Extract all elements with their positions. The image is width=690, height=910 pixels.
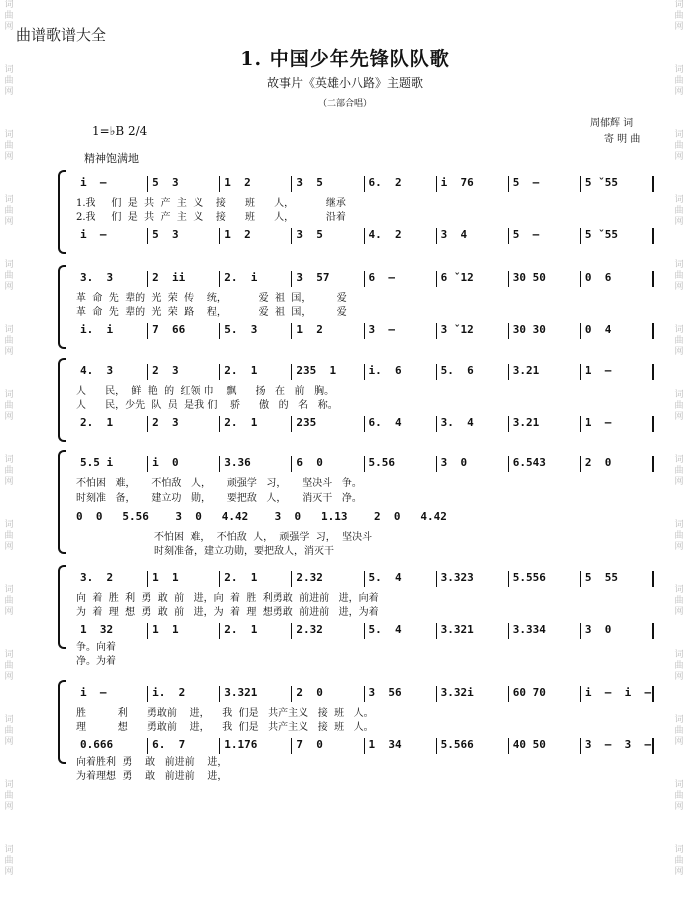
- watermark-right: [672, 0, 686, 910]
- measure: 3 4: [437, 228, 509, 244]
- watermark-char: 词: [674, 585, 684, 595]
- measure: 1 2: [220, 228, 292, 244]
- notes-row: [76, 176, 654, 192]
- watermark-group: [2, 845, 16, 878]
- measure: 0 6: [581, 271, 654, 287]
- watermark-group: [2, 325, 16, 358]
- measure: 5 ˇ55: [581, 228, 654, 244]
- watermark-char: 曲: [4, 726, 14, 736]
- watermark-char: 词: [4, 780, 14, 790]
- measure: 3.323: [437, 571, 509, 587]
- watermark-char: 曲: [4, 76, 14, 86]
- watermark-group: [672, 455, 686, 488]
- lyric-line-2: 革 命 先 辈的 光 荣 路 程， 爱 祖 国， 爱: [76, 307, 347, 318]
- measure: 3 57: [292, 271, 364, 287]
- watermark-char: 网: [674, 477, 684, 487]
- watermark-char: 网: [674, 282, 684, 292]
- lyric-line-2: 理 想 勇敢前 进， 我 们是 共产主义 接 班 人。: [76, 722, 374, 733]
- measure: 0 4: [581, 323, 654, 339]
- measure: 5. 4: [365, 571, 437, 587]
- measure: i. 2: [148, 686, 220, 702]
- lower-voice-lyric: 不怕困 难， 不怕敌 人， 顽强学 习， 坚决斗: [154, 532, 373, 543]
- measure: 5. 3: [220, 323, 292, 339]
- watermark-char: 曲: [674, 596, 684, 606]
- measure: 3 – 3 –: [581, 738, 654, 754]
- measure: 5 –: [509, 176, 581, 192]
- lower-voice-notes: 0 0 5.56 3 0 4.42 3 0 1.13 2 0 4.42: [76, 510, 447, 523]
- system-brace: [58, 680, 66, 764]
- system-brace: [58, 565, 66, 649]
- watermark-char: 网: [4, 542, 14, 552]
- measure: i. 6: [365, 364, 437, 380]
- score-system: [64, 450, 654, 560]
- watermark-char: 词: [674, 325, 684, 335]
- lyric-line-1: 胜 利 勇敢前 进， 我 们是 共产主义 接 班 人。: [76, 708, 374, 719]
- notes-row: [76, 228, 654, 244]
- measure: i – i –: [581, 686, 654, 702]
- watermark-char: 词: [674, 195, 684, 205]
- watermark-group: [2, 0, 16, 33]
- measure: 3.321: [220, 686, 292, 702]
- watermark-group: [672, 130, 686, 163]
- measure: 5 ˇ55: [581, 176, 654, 192]
- watermark-char: 词: [4, 130, 14, 140]
- measure: 1 –: [581, 364, 654, 380]
- watermark-char: 曲: [4, 596, 14, 606]
- watermark-char: 网: [4, 87, 14, 97]
- watermark-char: 词: [674, 845, 684, 855]
- watermark-char: 词: [674, 390, 684, 400]
- notes-row: [76, 738, 654, 754]
- watermark-char: 词: [674, 715, 684, 725]
- watermark-char: 网: [4, 412, 14, 422]
- watermark-char: 网: [4, 347, 14, 357]
- notes-row: [76, 323, 654, 339]
- measure: 2. 1: [76, 416, 148, 432]
- score-system: [64, 170, 654, 280]
- watermark-char: 网: [674, 607, 684, 617]
- measure: 5 3: [148, 228, 220, 244]
- measure: i –: [76, 176, 148, 192]
- watermark-char: 曲: [4, 791, 14, 801]
- watermark-group: [672, 650, 686, 683]
- watermark-left: [2, 0, 16, 910]
- watermark-group: [2, 455, 16, 488]
- measure: 3 0: [437, 456, 509, 472]
- measure: 6 ˇ12: [437, 271, 509, 287]
- watermark-char: 词: [4, 455, 14, 465]
- site-label: 曲谱歌谱大全: [16, 26, 107, 44]
- lower-voice-lyric: 争。向着 净。为着: [76, 642, 116, 667]
- measure: 1 1: [148, 623, 220, 639]
- watermark-group: [672, 845, 686, 878]
- measure: 1 –: [581, 416, 654, 432]
- watermark-char: 曲: [674, 76, 684, 86]
- watermark-char: 网: [674, 802, 684, 812]
- measure: 5 3: [148, 176, 220, 192]
- measure: 2. 1: [220, 623, 292, 639]
- measure: 5.5 i: [76, 456, 148, 472]
- system-brace: [58, 358, 66, 442]
- watermark-char: 网: [674, 412, 684, 422]
- measure: 6. 7: [148, 738, 220, 754]
- watermark-char: 网: [4, 802, 14, 812]
- watermark-char: 网: [674, 737, 684, 747]
- watermark-char: 词: [4, 520, 14, 530]
- measure: 2. 1: [220, 416, 292, 432]
- notes-row: [76, 623, 654, 639]
- watermark-char: 曲: [674, 791, 684, 801]
- watermark-char: 曲: [674, 531, 684, 541]
- watermark-group: [2, 260, 16, 293]
- measure: 0.666: [76, 738, 148, 754]
- watermark-char: 网: [4, 217, 14, 227]
- watermark-group: [672, 195, 686, 228]
- measure: 30 30: [509, 323, 581, 339]
- lyricist: 周郁辉 词: [590, 118, 634, 129]
- measure: 4. 2: [365, 228, 437, 244]
- lower-voice-lyric: 向着胜利 勇 敢 前进前 进， 为着理想 勇 敢 前进前 进，: [76, 757, 228, 782]
- measure: 6.543: [509, 456, 581, 472]
- tempo-marking: 精神饱满地: [84, 152, 139, 165]
- measure: 1 2: [292, 323, 364, 339]
- measure: 2. 1: [220, 364, 292, 380]
- watermark-char: 网: [4, 867, 14, 877]
- watermark-char: 词: [4, 325, 14, 335]
- composer: 寄 明 曲: [604, 134, 641, 145]
- measure: 6. 2: [365, 176, 437, 192]
- measure: 2.32: [292, 571, 364, 587]
- measure: i –: [76, 228, 148, 244]
- watermark-char: 曲: [4, 336, 14, 346]
- watermark-char: 曲: [674, 401, 684, 411]
- measure: 7 66: [148, 323, 220, 339]
- watermark-char: 网: [4, 477, 14, 487]
- watermark-char: 曲: [4, 401, 14, 411]
- notes-row: [76, 571, 654, 587]
- measure: 3.321: [437, 623, 509, 639]
- watermark-char: 词: [674, 780, 684, 790]
- watermark-group: [2, 130, 16, 163]
- watermark-char: 词: [4, 65, 14, 75]
- score-system: [64, 680, 654, 790]
- measure: 1 34: [365, 738, 437, 754]
- measure: 5.566: [437, 738, 509, 754]
- lyric-line: 不怕困 难， 不怕敌 人， 顽强学 习， 坚决斗 争。 时刻准 备， 建立功 勋， 要把敌 人， 消灭干 净。: [76, 478, 362, 504]
- credits: [590, 116, 640, 148]
- measure: i. i: [76, 323, 148, 339]
- watermark-char: 网: [4, 22, 14, 32]
- watermark-char: 网: [674, 152, 684, 162]
- voice-note: （二部合唱）: [317, 99, 372, 109]
- watermark-char: 曲: [4, 141, 14, 151]
- measure: 5 –: [509, 228, 581, 244]
- watermark-group: [672, 715, 686, 748]
- watermark-char: 曲: [674, 856, 684, 866]
- watermark-char: 词: [674, 260, 684, 270]
- watermark-char: 曲: [674, 726, 684, 736]
- watermark-char: 曲: [674, 466, 684, 476]
- watermark-char: 词: [674, 130, 684, 140]
- lyric-line-2: 2.我 们 是 共 产 主 义 接 班 人， 沿着: [76, 212, 346, 223]
- measure: 3 56: [365, 686, 437, 702]
- watermark-char: 曲: [674, 11, 684, 21]
- watermark-char: 词: [4, 260, 14, 270]
- watermark-char: 网: [4, 607, 14, 617]
- watermark-char: 曲: [674, 141, 684, 151]
- watermark-char: 曲: [4, 531, 14, 541]
- system-brace: [58, 450, 66, 554]
- key-signature: 1=♭B 2/4: [92, 124, 148, 138]
- measure: 3 –: [365, 323, 437, 339]
- watermark-group: [672, 390, 686, 423]
- lyric-line-2: 人 民，少先 队 员 是我 们 骄 傲 的 名 称。: [76, 400, 338, 411]
- measure: 40 50: [509, 738, 581, 754]
- measure: 235: [292, 416, 364, 432]
- lyric-line-1: 1.我 们 是 共 产 主 义 接 班 人， 继承: [76, 198, 346, 209]
- watermark-char: 曲: [4, 856, 14, 866]
- measure: 6. 4: [365, 416, 437, 432]
- watermark-group: [2, 585, 16, 618]
- lyric-line-2: 为 着 理 想 勇 敢 前 进，为 着 理 想勇敢 前进前 进，为着: [76, 607, 379, 618]
- measure: 3.21: [509, 416, 581, 432]
- watermark-char: 网: [4, 152, 14, 162]
- measure: 3. 4: [437, 416, 509, 432]
- measure: i –: [76, 686, 148, 702]
- measure: 5.56: [365, 456, 437, 472]
- watermark-char: 网: [674, 672, 684, 682]
- measure: 1 2: [220, 176, 292, 192]
- watermark-group: [2, 195, 16, 228]
- watermark-char: 词: [4, 0, 14, 10]
- measure: 235 1: [292, 364, 364, 380]
- system-brace: [58, 170, 66, 254]
- watermark-char: 词: [674, 520, 684, 530]
- measure: 3 5: [292, 176, 364, 192]
- watermark-char: 词: [674, 65, 684, 75]
- measure: 5. 6: [437, 364, 509, 380]
- watermark-group: [672, 780, 686, 813]
- measure: 2.32: [292, 623, 364, 639]
- measure: 3.21: [509, 364, 581, 380]
- measure: 1 1: [148, 571, 220, 587]
- watermark-group: [2, 715, 16, 748]
- measure: 1.176: [220, 738, 292, 754]
- song-title: 1. 中国少年先锋队队歌: [240, 48, 450, 70]
- measure: 3. 2: [76, 571, 148, 587]
- watermark-group: [672, 325, 686, 358]
- measure: i 76: [437, 176, 509, 192]
- measure: i 0: [148, 456, 220, 472]
- watermark-char: 网: [4, 672, 14, 682]
- watermark-char: 曲: [674, 336, 684, 346]
- watermark-char: 网: [674, 217, 684, 227]
- watermark-group: [2, 520, 16, 553]
- watermark-char: 词: [4, 715, 14, 725]
- song-subtitle: 故事片《英雄小八路》主题歌: [266, 76, 423, 90]
- watermark-char: 词: [674, 650, 684, 660]
- measure: 6 0: [292, 456, 364, 472]
- watermark-char: 网: [4, 737, 14, 747]
- measure: 3.32i: [437, 686, 509, 702]
- watermark-group: [2, 780, 16, 813]
- watermark-char: 词: [4, 845, 14, 855]
- watermark-char: 词: [674, 455, 684, 465]
- measure: 30 50: [509, 271, 581, 287]
- watermark-char: 词: [4, 390, 14, 400]
- lyric-line-1: 向 着 胜 利 勇 敢 前 进，向 着 胜 利勇敢 前进前 进，向着: [76, 593, 379, 604]
- watermark-group: [2, 650, 16, 683]
- measure: 5. 4: [365, 623, 437, 639]
- measure: 3 0: [581, 623, 654, 639]
- watermark-char: 词: [674, 0, 684, 10]
- measure: 3 ˇ12: [437, 323, 509, 339]
- measure: 60 70: [509, 686, 581, 702]
- watermark-char: 词: [4, 650, 14, 660]
- notes-row: [76, 416, 654, 432]
- watermark-char: 曲: [674, 206, 684, 216]
- measure: 3 5: [292, 228, 364, 244]
- watermark-char: 曲: [4, 466, 14, 476]
- watermark-char: 曲: [674, 271, 684, 281]
- watermark-group: [672, 585, 686, 618]
- watermark-group: [2, 390, 16, 423]
- measure: 4. 3: [76, 364, 148, 380]
- watermark-char: 曲: [4, 271, 14, 281]
- watermark-char: 曲: [674, 661, 684, 671]
- lower-voice-lyric: 时刻准备，建立功勋，要把敌人，消灭干: [154, 546, 334, 557]
- watermark-char: 曲: [4, 11, 14, 21]
- score-system: [64, 565, 654, 675]
- measure: 5.556: [509, 571, 581, 587]
- watermark-group: [672, 0, 686, 33]
- system-brace: [58, 265, 66, 349]
- watermark-char: 网: [674, 542, 684, 552]
- watermark-char: 网: [674, 347, 684, 357]
- measure: 3.36: [220, 456, 292, 472]
- watermark-char: 网: [674, 867, 684, 877]
- watermark-char: 曲: [4, 206, 14, 216]
- measure: 2. i: [220, 271, 292, 287]
- watermark-char: 网: [674, 22, 684, 32]
- watermark-char: 词: [4, 195, 14, 205]
- measure: 7 0: [292, 738, 364, 754]
- measure: 2 0: [292, 686, 364, 702]
- notes-row: [76, 456, 654, 472]
- lyric-line-1: 人 民， 鲜 艳 的 红领 巾 飘 扬 在 前 胸。: [76, 386, 335, 397]
- measure: 3.334: [509, 623, 581, 639]
- watermark-char: 网: [4, 282, 14, 292]
- notes-row: [76, 271, 654, 287]
- measure: 2 3: [148, 416, 220, 432]
- notes-row: [76, 686, 654, 702]
- measure: 1 32: [76, 623, 148, 639]
- watermark-char: 曲: [4, 661, 14, 671]
- measure: 5 55: [581, 571, 654, 587]
- measure: 2 0: [581, 456, 654, 472]
- measure: 3. 3: [76, 271, 148, 287]
- notes-row: [76, 364, 654, 380]
- watermark-group: [672, 260, 686, 293]
- measure: 2 ii: [148, 271, 220, 287]
- measure: 6 –: [365, 271, 437, 287]
- watermark-char: 网: [674, 87, 684, 97]
- measure: 2. 1: [220, 571, 292, 587]
- lyric-line-1: 革 命 先 辈的 光 荣 传 统， 爱 祖 国， 爱: [76, 293, 347, 304]
- watermark-char: 词: [4, 585, 14, 595]
- measure: 2 3: [148, 364, 220, 380]
